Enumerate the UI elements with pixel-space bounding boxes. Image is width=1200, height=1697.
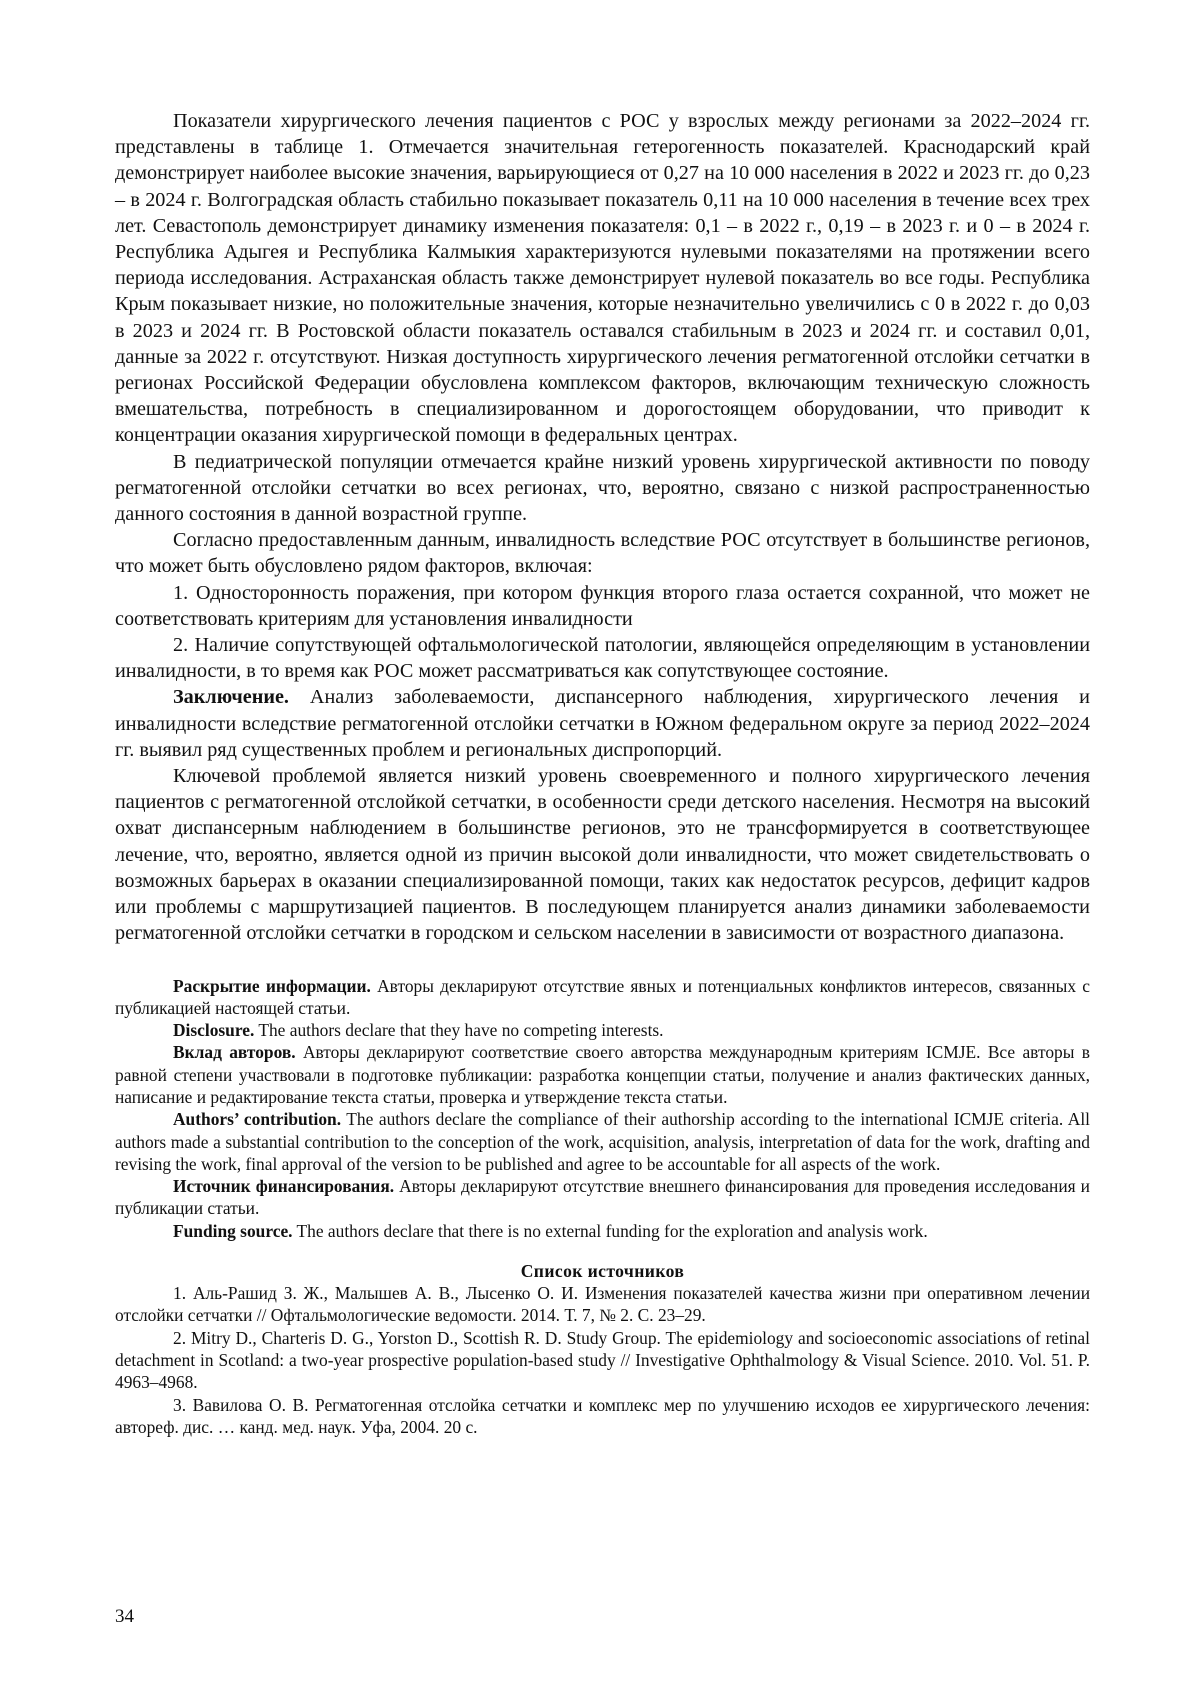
contribution-ru [115,1041,1090,1108]
reference-item: 1. Аль-Рашид З. Ж., Малышев А. В., Лысенко О. И. Изменения показателей качества жизни при оперативном лечении отслойки сетчатки // Офтальмологические ведомости. 2014. Т. 7, № 2. С. 23–29. [115,1283,1090,1326]
contribution-ru-label: Вклад авторов. [173,1042,296,1063]
funding-en-label: Funding source. [173,1220,293,1241]
funding-ru-label: Источник финансирования. [173,1176,395,1197]
references-title: Список источников [520,1261,685,1282]
funding-ru [115,1175,1090,1220]
list-item-unilateral: 1. Односторонность поражения, при котором функция второго глаза остается сохранной, что может не соответствовать критериям для установления инвалидности [115,581,1090,630]
contribution-ru-text: Авторы декларируют соответствие своего авторства международным критериям ICMJE. Все авторы в равной степени участвовали в подготовке публикации: разработка концепции статьи, получение и анализ фактических данных, написание и редактирование текста статьи, проверка и утверждение текста статьи. [115,1042,1090,1107]
references-list [115,1282,1090,1438]
funding-ru-text: Авторы декларируют отсутствие внешнего финансирования для проведения исследования и публикации статьи. [115,1176,1090,1219]
contribution-en [115,1108,1090,1175]
paragraph-key-problem: Ключевой проблемой является низкий уровень своевременного и полного хирургического лечения пациентов с регматогенной отслойкой сетчатки, в особенности среди детского населения. Несмотря на высокий охват диспансерным наблюдением в большинстве регионов, это не трансформируется в соответствующее лечение, что, вероятно, является одной из причин высокой доли инвалидности, что может свидетельствовать о возможных барьерах в оказании специализированной помощи, таких как недостаток ресурсов, дефицит кадров или проблемы с маршрутизацией пациентов. В последующем планируется анализ динамики заболеваемости регматогенной отслойки сетчатки в городском и сельском населении в зависимости от возрастного диапазона. [115,765,1090,945]
paragraph-pediatric: В педиатрической популяции отмечается крайне низкий уровень хирургической активности по поводу регматогенной отслойки сетчатки во всех регионах, что, вероятно, связано с низкой распространенностью данного состояния в данной возрастной группе. [115,450,1090,526]
disclosure-ru-text: Авторы декларируют отсутствие явных и потенциальных конфликтов интересов, связанных с публикацией настоящей статьи. [115,975,1090,1018]
funding-en-text: The authors declare that there is no external funding for the exploration and analysis work. [292,1220,928,1241]
reference-item: 3. Вавилова О. В. Регматогенная отслойка сетчатки и комплекс мер по улучшению исходов ее хирургического лечения: автореф. дис. … канд. мед. наук. Уфа, 2004. 20 с. [115,1394,1090,1437]
page-content [115,108,1090,1438]
paragraph-surgical-treatment: Показатели хирургического лечения пациентов с РОС у взрослых между регионами за 2022–2024 гг. представлены в таблице 1. Отмечается значительная гетерогенность показателей. Краснодарский край демонстрирует наиболее высокие значения, варьирующиеся от 0,27 на 10 000 населения в 2022 и 2023 гг. до 0,23 – в 2024 г. Волгоградская область стабильно показывает показатель 0,11 на 10 000 населения в течение всех трех лет. Севастополь демонстрирует динамику изменения показателя: 0,1 – в 2022 г., 0,19 – в 2023 г. и 0 – в 2024 г. Республика Адыгея и Республика Калмыкия характеризуются нулевыми показателями на протяжении всего периода исследования. Астраханская область также демонстрирует нулевой показатель во все годы. Республика Крым показывает низкие, но положительные значения, которые незначительно увеличились с 0 в 2022 г. до 0,03 в 2023 и 2024 гг. В Ростовской области показатель оставался стабильным в 2023 и 2024 гг. и составил 0,01, данные за 2022 г. отсутствуют. Низкая доступность хирургического лечения регматогенной отслойки сетчатки в регионах Российской Федерации обусловлена комплексом факторов, включающим техническую сложность вмешательства, потребность в специализированном и дорогостоящем оборудовании, что приводит к концентрации оказания хирургической помощи в федеральных центрах. [115,110,1090,447]
disclosure-en-text: The authors declare that they have no competing interests. [254,1020,664,1041]
disclosure-ru-label: Раскрытие информации. [173,975,371,996]
disclosure-en [115,1019,1090,1041]
conclusion-label: Заключение. [173,686,289,709]
disclosure-ru [115,975,1090,1020]
paragraph-conclusion [115,684,1090,763]
declarations-section [115,975,1090,1243]
page-number: 34 [115,1606,134,1627]
disclosure-en-label: Disclosure. [173,1020,255,1041]
contribution-en-label: Authors’ contribution. [173,1109,342,1130]
reference-item: 2. Mitry D., Charteris D. G., Yorston D., Scottish R. D. Study Group. The epidemiology and socioeconomic associations of retinal detachment in Scotland: a two-year prospective population-based study // Investigative Ophthalmology & Visual Science. 2010. Vol. 51. P. 4963–4968. [115,1327,1090,1393]
list-item-comorbidity: 2. Наличие сопутствующей офтальмологической патологии, являющейся определяющим в установлении инвалидности, в то время как РОС может рассматриваться как сопутствующее состояние. [115,634,1090,683]
contribution-en-text: The authors declare the compliance of their authorship according to the international ICMJE criteria. All authors made a substantial contribution to the conception of the work, acquisition, analysis, interpretation of data for the work, drafting and revising the work, final approval of the version to be published and agree to be accountable for all aspects of the work. [115,1109,1090,1174]
paragraph-disability: Согласно предоставленным данным, инвалидность вследствие РОС отсутствует в большинстве регионов, что может быть обусловлено рядом факторов, включая: [115,529,1090,578]
conclusion-text: Анализ заболеваемости, диспансерного наблюдения, хирургического лечения и инвалидности вследствие регматогенной отслойки сетчатки в Южном федеральном округе за период 2022–2024 гг. выявил ряд существенных проблем и региональных диспропорций. [115,686,1090,761]
funding-en [115,1220,1090,1242]
article-body [115,108,1090,947]
